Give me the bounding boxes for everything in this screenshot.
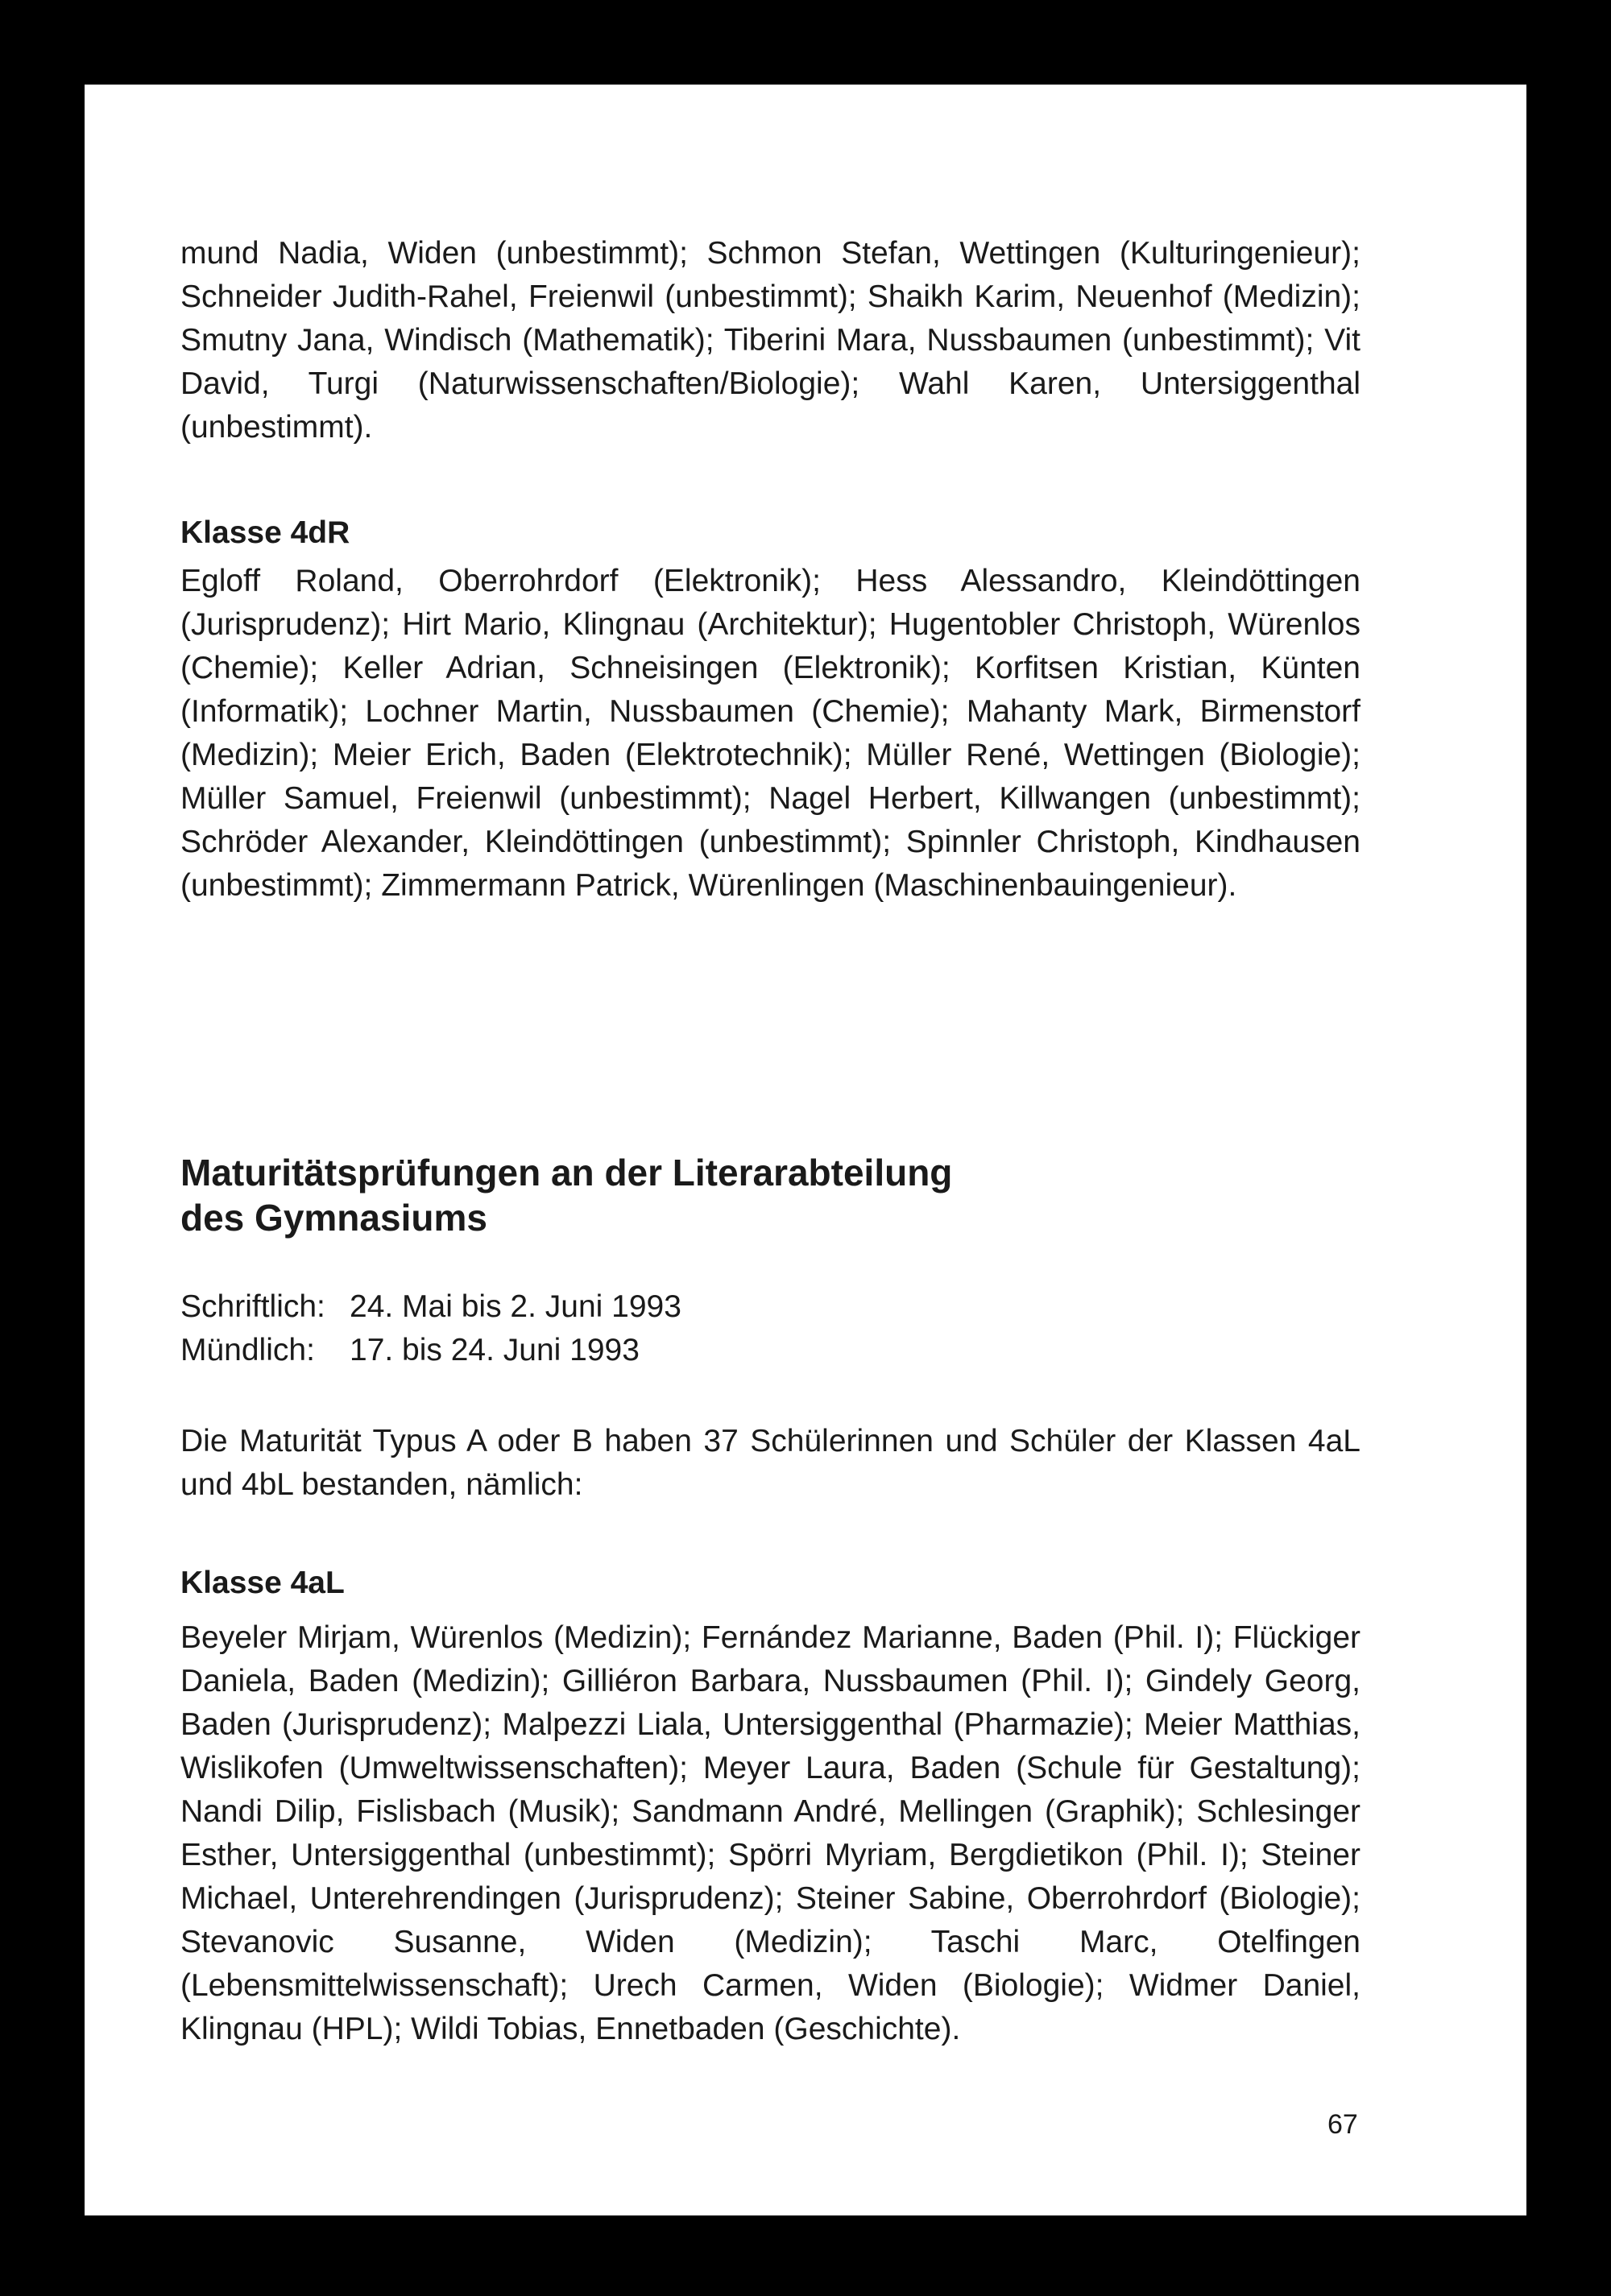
section-title-line-1: Maturitätsprüfungen an der Literarabteilung [180,1152,953,1194]
page-number: 67 [1327,2109,1358,2140]
written-label: Schriftlich: [180,1289,325,1324]
oral-label: Mündlich: [180,1333,315,1367]
class-4dR-heading: Klasse 4dR [180,515,350,550]
written-dates: 24. Mai bis 2. Juni 1993 [350,1289,681,1324]
continuation-paragraph: mund Nadia, Widen (unbestimmt); Schmon Stefan, Wettingen (Kulturingenieur); Schneider Judith-Rahel, Freienwil (unbestimmt); Shaikh Karim, Neuenhof (Medizin); Smutny Jana, Windisch (Mathematik); Tiberini Mara, Nussbaumen (unbestimmt); Vit David, Turgi (Naturwissenschaften/Biologie); Wahl Karen, Untersiggenthal (unbestimmt). [180,236,1360,445]
intro-paragraph: Die Maturität Typus A oder B haben 37 Schülerinnen und Schüler der Klassen 4aL und 4bL bestanden, nämlich: [180,1424,1360,1502]
oral-dates: 17. bis 24. Juni 1993 [350,1333,640,1367]
class-4aL-paragraph: Beyeler Mirjam, Würenlos (Medizin); Fernández Marianne, Baden (Phil. I); Flückiger Daniela, Baden (Medizin); Gilliéron Barbara, Nussbaumen (Phil. I); Gindely Georg, Baden (Jurisprudenz); Malpezzi Liala, Untersiggenthal (Pharmazie); Meier Matthias, Wislikofen (Umweltwissenschaften); Meyer Laura, Baden (Schule für Gestaltung); Nandi Dilip, Fislisbach (Musik); Sandmann André, Mellingen (Graphik); Schlesinger Esther, Untersiggenthal (unbestimmt); Spörri Myriam, Bergdietikon (Phil. I); Steiner Michael, Unterehrendingen (Jurisprudenz); Steiner Sabine, Oberrohrdorf (Biologie); Stevanovic Susanne, Widen (Medizin); Taschi Marc, Otelfingen (Lebensmittelwissenschaft); Urech Carmen, Widen (Biologie); Widmer Daniel, Klingnau (HPL); Wildi Tobias, Ennetbaden (Geschichte). [180,1620,1360,2046]
section-title-line-2: des Gymnasiums [180,1197,487,1239]
exam-dates [180,1285,681,1372]
section-title [180,1150,952,1240]
class-4aL-heading: Klasse 4aL [180,1566,345,1600]
class-4dR-paragraph: Egloff Roland, Oberrohrdorf (Elektronik); Hess Alessandro, Kleindöttingen (Jurisprudenz); Hirt Mario, Klingnau (Architektur); Hugentobler Christoph, Würenlos (Chemie); Keller Adrian, Schneisingen (Elektronik); Korfitsen Kristian, Künten (Informatik); Lochner Martin, Nussbaumen (Chemie); Mahanty Mark, Birmenstorf (Medizin); Meier Erich, Baden (Elektrotechnik); Müller René, Wettingen (Biologie); Müller Samuel, Freienwil (unbestimmt); Nagel Herbert, Killwangen (unbestimmt); Schröder Alexander, Kleindöttingen (unbestimmt); Spinnler Christoph, Kindhausen (unbestimmt); Zimmermann Patrick, Würenlingen (Maschinenbauingenieur). [180,564,1360,903]
